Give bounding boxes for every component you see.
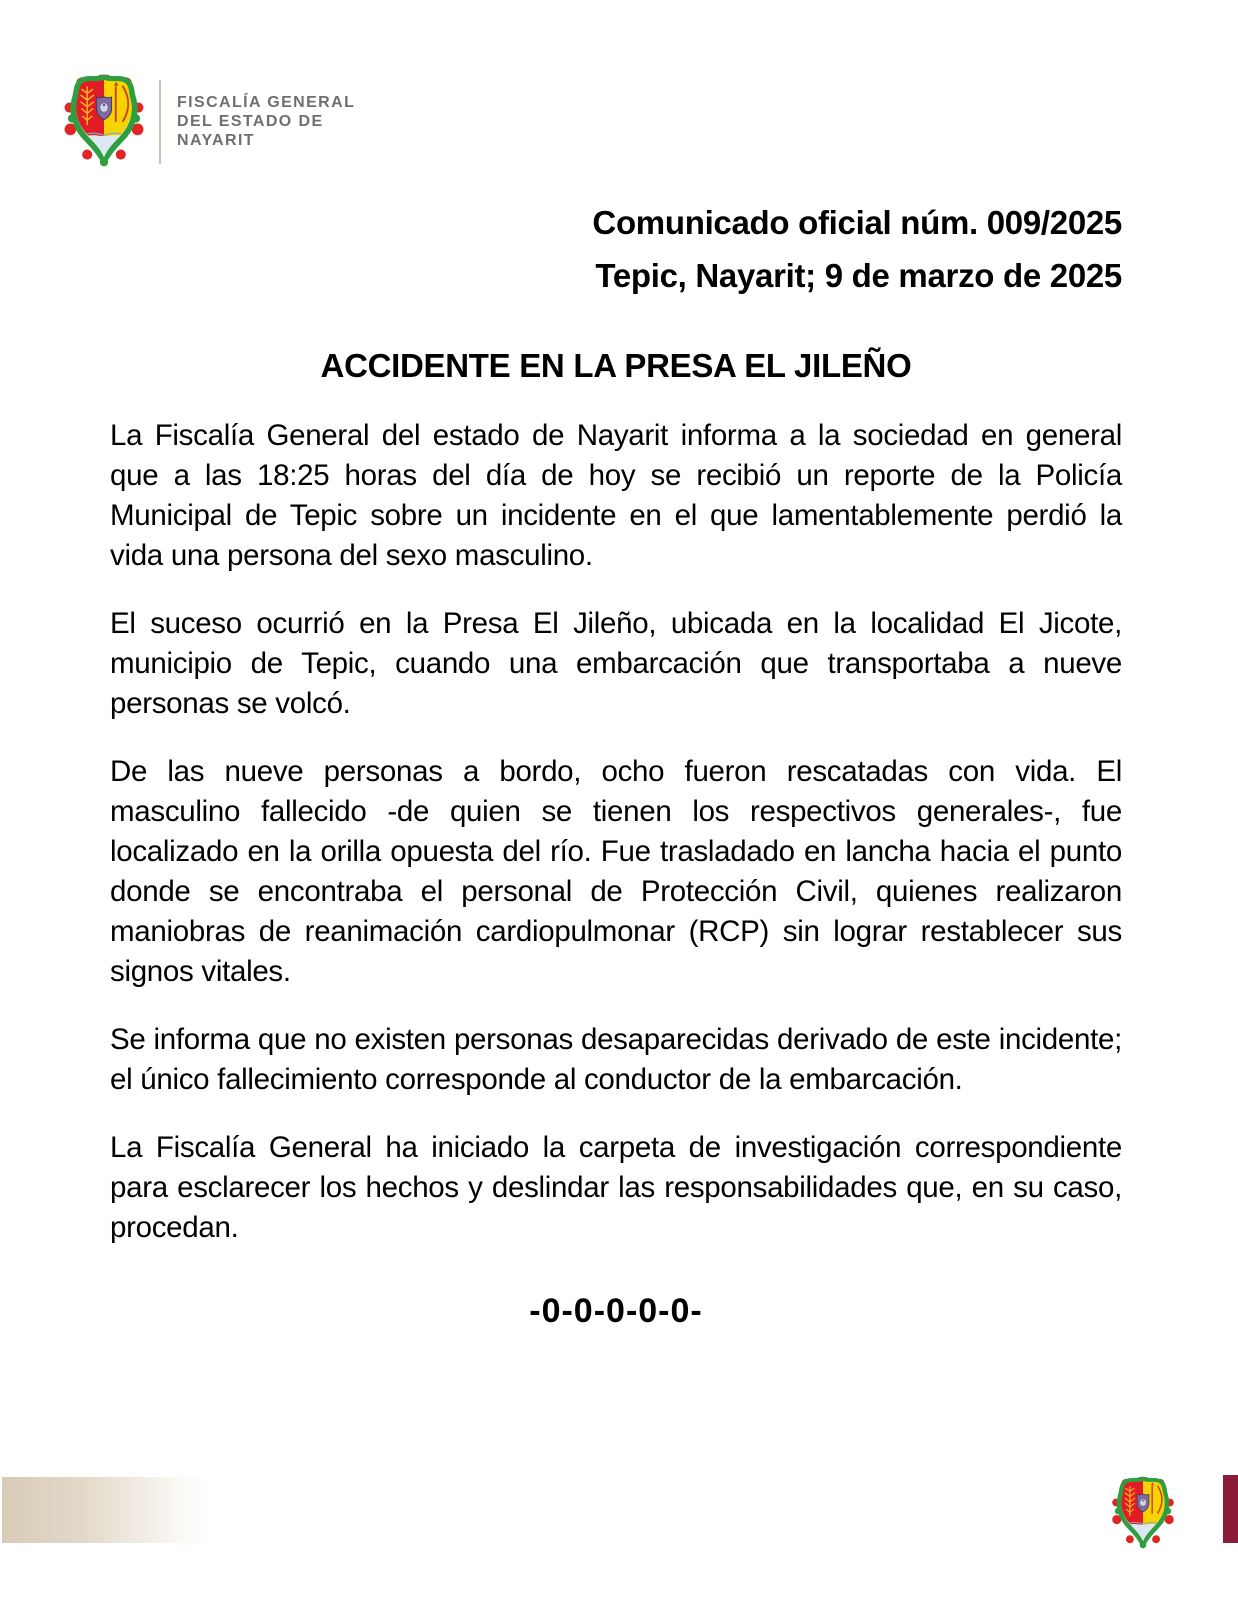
body-paragraph: La Fiscalía General del estado de Nayarit informa a la sociedad en general que a las 18:25 horas del día de hoy se recibió un reporte de la Policía Municipal de Tepic sobre un incidente en el que lamentablemente perdió la vida una persona del sexo masculino. <box>110 419 1122 572</box>
comunicado-header <box>110 204 1122 294</box>
body-paragraph: De las nueve personas a bordo, ocho fueron rescatadas con vida. El masculino fallecido -de quien se tienen los respectivos generales-, fue localizado en la orilla opuesta del río. Fue trasladado en lancha hacia el punto donde se encontraba el personal de Protección Civil, quienes realizaron maniobras de reanimación cardiopulmonar (RCP) sin lograr restablecer sus signos vitales. <box>110 755 1122 988</box>
footer-gradient-bar <box>2 1477 208 1543</box>
brand-org-line: DEL ESTADO DE <box>177 113 324 130</box>
footer-accent-bar <box>1223 1475 1238 1543</box>
comunicado-place-date: Tepic, Nayarit; 9 de marzo de 2025 <box>595 257 1122 294</box>
brand-org-line: NAYARIT <box>177 132 255 149</box>
document-title: ACCIDENTE EN LA PRESA EL JILEÑO <box>320 347 912 384</box>
closing-mark: -0-0-0-0-0- <box>529 1292 703 1330</box>
body-paragraph: El suceso ocurrió en la Presa El Jileño, ubicada en la localidad El Jicote, municipio de Tepic, cuando una embarcación que transportaba a nueve personas se volcó. <box>110 607 1122 720</box>
nayarit-coat-of-arms-footer-icon <box>1105 1475 1181 1551</box>
brand-divider <box>159 80 161 164</box>
body-paragraph: Se informa que no existen personas desaparecidas derivado de este incidente; el único fallecimiento corresponde al conductor de la embarcación. <box>110 1023 1122 1096</box>
nayarit-coat-of-arms-icon <box>62 72 146 170</box>
brand-org-name <box>177 93 355 150</box>
comunicado-number: Comunicado oficial núm. 009/2025 <box>592 204 1122 241</box>
document-body <box>110 416 1122 1276</box>
body-paragraph: La Fiscalía General ha iniciado la carpeta de investigación correspondiente para esclarecer los hechos y deslindar las responsabilidades que, en su caso, procedan. <box>110 1131 1122 1244</box>
brand-org-line: FISCALÍA GENERAL <box>177 94 356 111</box>
